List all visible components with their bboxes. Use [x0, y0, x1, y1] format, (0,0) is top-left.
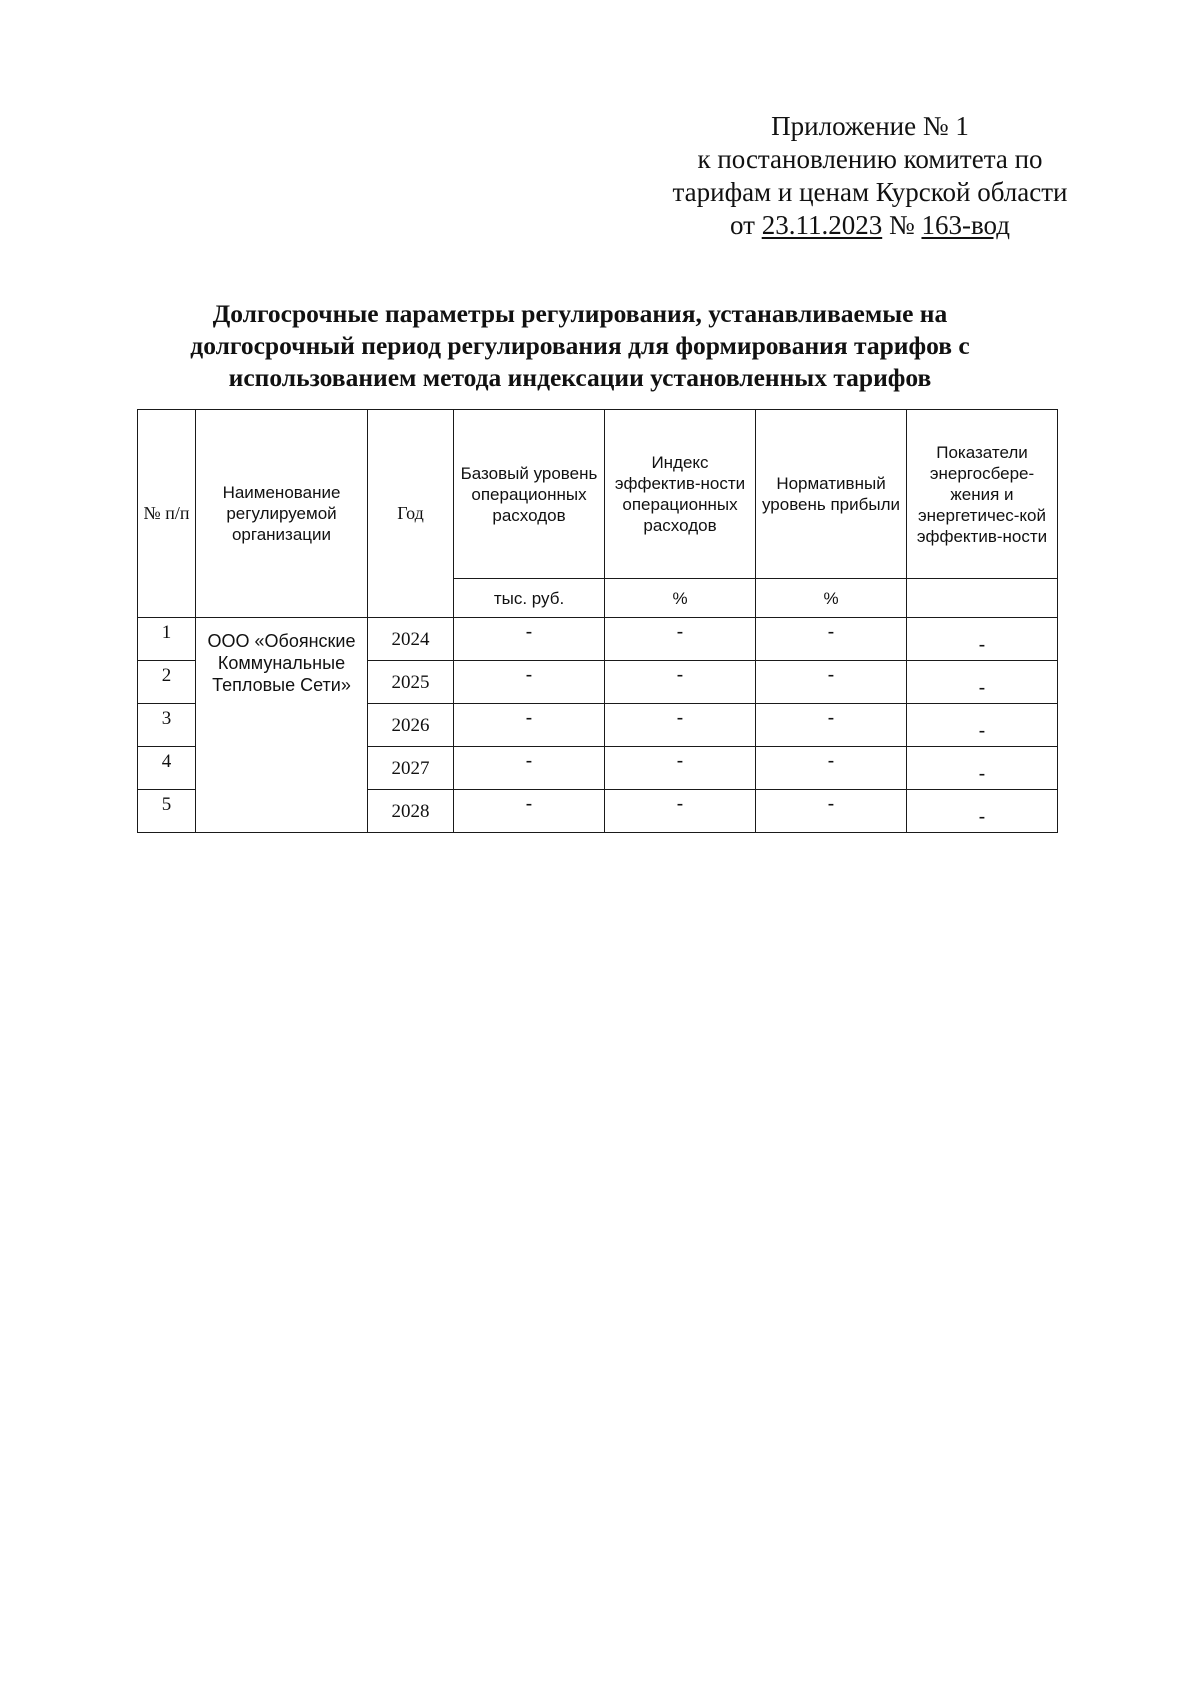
row-efficiency-index: - [605, 704, 756, 747]
row-base-level: - [454, 618, 605, 661]
parameters-table [137, 409, 1058, 833]
row-profit-level: - [756, 661, 907, 704]
appendix-line-1: Приложение № 1 [771, 111, 969, 141]
title-line-3: использованием метода индексации установленных тарифов [228, 363, 932, 392]
row-year: 2027 [368, 747, 454, 790]
row-profit-level: - [756, 704, 907, 747]
row-base-level: - [454, 661, 605, 704]
row-num: 5 [138, 790, 196, 833]
title-line-1: Долгосрочные параметры регулирования, устанавливаемые на [212, 299, 948, 328]
row-num: 4 [138, 747, 196, 790]
table-header-row [138, 410, 1058, 579]
appendix-block [640, 110, 1100, 242]
row-energy-indicators: - [907, 704, 1058, 747]
row-efficiency-index: - [605, 747, 756, 790]
row-energy-indicators: - [907, 618, 1058, 661]
unit-profit-level: % [756, 579, 907, 618]
row-base-level: - [454, 704, 605, 747]
row-year: 2024 [368, 618, 454, 661]
row-profit-level: - [756, 618, 907, 661]
row-efficiency-index: - [605, 618, 756, 661]
row-energy-indicators: - [907, 747, 1058, 790]
appendix-line-3: тарифам и ценам Курской области [672, 177, 1068, 207]
row-num: 1 [138, 618, 196, 661]
header-profit-level: Нормативный уровень прибыли [756, 410, 907, 579]
number-prefix: № [882, 210, 922, 240]
title-line-2: долгосрочный период регулирования для формирования тарифов с [190, 331, 970, 360]
row-year: 2025 [368, 661, 454, 704]
row-num: 3 [138, 704, 196, 747]
row-profit-level: - [756, 747, 907, 790]
date-prefix: от [730, 210, 762, 240]
row-year: 2026 [368, 704, 454, 747]
header-organization: Наименование регулируемой организации [196, 410, 368, 618]
header-year: Год [368, 410, 454, 618]
header-base-level: Базовый уровень операционных расходов [454, 410, 605, 579]
document-title [130, 298, 1030, 394]
row-profit-level: - [756, 790, 907, 833]
row-year: 2028 [368, 790, 454, 833]
table-row [138, 618, 1058, 661]
resolution-number: 163-вод [921, 210, 1010, 240]
resolution-date: 23.11.2023 [761, 210, 883, 240]
row-energy-indicators: - [907, 661, 1058, 704]
row-base-level: - [454, 747, 605, 790]
unit-base-level: тыс. руб. [454, 579, 605, 618]
unit-energy-indicators [907, 579, 1058, 618]
header-num: № п/п [138, 410, 196, 618]
row-energy-indicators: - [907, 790, 1058, 833]
header-efficiency-index: Индекс эффектив-ности операционных расходов [605, 410, 756, 579]
organization-name: ООО «Обоянские Коммунальные Тепловые Сети» [196, 618, 368, 833]
appendix-line-4 [640, 209, 1100, 242]
row-efficiency-index: - [605, 790, 756, 833]
unit-efficiency-index: % [605, 579, 756, 618]
row-efficiency-index: - [605, 661, 756, 704]
row-num: 2 [138, 661, 196, 704]
row-base-level: - [454, 790, 605, 833]
appendix-line-2: к постановлению комитета по [697, 144, 1043, 174]
header-energy-indicators: Показатели энергосбере-жения и энергетичес-кой эффектив-ности [907, 410, 1058, 579]
